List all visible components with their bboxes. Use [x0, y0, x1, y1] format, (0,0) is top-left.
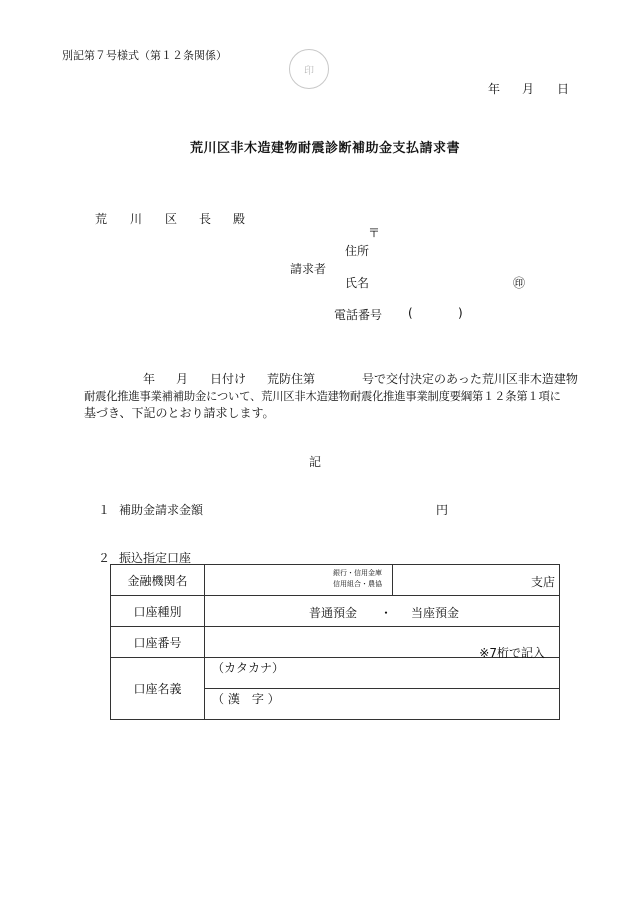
item1-unit: 円 — [436, 503, 449, 517]
phone-close-paren: ) — [458, 306, 463, 320]
account-table — [110, 564, 560, 720]
bank-type-2: 信用組合・農協 — [333, 580, 382, 588]
addressee-char: 荒 — [95, 212, 108, 226]
body-line1-rest: 号で交付決定のあった荒川区非木造建物 — [362, 372, 578, 386]
date-day: 日 — [557, 82, 570, 96]
holder-kana-label: （カタカナ） — [212, 661, 285, 675]
body-date-suffix: 日付け — [210, 372, 247, 386]
account-type-label: 口座種別 — [111, 596, 205, 627]
institution-label: 金融機関名 — [111, 565, 205, 596]
postal-mark: 〒 — [368, 226, 381, 240]
type-option-futsu[interactable]: 普通預金 — [309, 606, 358, 620]
holder-label: 口座名義 — [111, 658, 205, 720]
stamp-placeholder: 印 — [289, 49, 329, 89]
type-option-separator: ・ — [380, 606, 393, 620]
addressee-char: 川 — [130, 212, 143, 226]
account-number-cell[interactable] — [205, 627, 560, 658]
paragraph-line-2: 耐震化推進事業補補助金について、荒川区非木造建物耐震化推進事業制度要綱第１２条第１項に — [84, 390, 561, 403]
bank-type-options — [333, 568, 382, 590]
address-label: 住所 — [345, 244, 370, 258]
institution-row — [111, 565, 560, 596]
institution-cell[interactable] — [205, 565, 560, 596]
account-number-label: 口座番号 — [111, 627, 205, 658]
account-type-cell[interactable] — [205, 596, 560, 627]
item2-number: ２ — [98, 551, 111, 565]
body-ref-prefix: 荒防住第 — [267, 372, 316, 386]
body-year: 年 — [143, 372, 156, 386]
holder-kana-row — [111, 658, 560, 689]
branch-label: 支店 — [530, 575, 555, 589]
ki-heading: 記 — [309, 455, 322, 469]
request-paragraph — [84, 371, 576, 422]
addressee-char: 殿 — [233, 212, 246, 226]
paragraph-line-3: 基づき、下記のとおり請求します。 — [84, 406, 275, 420]
type-option-toza[interactable]: 当座預金 — [411, 606, 460, 620]
name-label: 氏名 — [345, 276, 370, 290]
branch-divider — [392, 565, 393, 596]
addressee-char: 区 — [165, 212, 178, 226]
item1-label: 補助金請求金額 — [119, 503, 204, 517]
date-year: 年 — [488, 82, 501, 96]
item2-label: 振込指定口座 — [119, 551, 192, 565]
seal-mark: ㊞ — [513, 276, 526, 290]
account-type-row — [111, 596, 560, 627]
holder-kanji-cell[interactable] — [205, 689, 560, 720]
item1-number: １ — [98, 503, 111, 517]
phone-open-paren: ( — [408, 306, 413, 320]
form-number: 別記第７号様式（第１２条関係） — [62, 49, 227, 62]
requester-label: 請求者 — [290, 262, 327, 276]
addressee-char: 長 — [199, 212, 212, 226]
account-number-row — [111, 627, 560, 658]
paragraph-line-1 — [84, 371, 576, 388]
account-number-note: ※7桁で記入 — [479, 646, 545, 660]
document-title: 荒川区非木造建物耐震診断補助金支払請求書 — [190, 141, 461, 156]
date-month: 月 — [522, 82, 535, 96]
bank-type-1: 銀行・信用金庫 — [333, 569, 382, 577]
phone-label: 電話番号 — [334, 308, 383, 322]
body-month: 月 — [176, 372, 189, 386]
holder-kanji-label: （ 漢 字 ） — [212, 692, 280, 706]
holder-kana-cell[interactable] — [205, 658, 560, 689]
